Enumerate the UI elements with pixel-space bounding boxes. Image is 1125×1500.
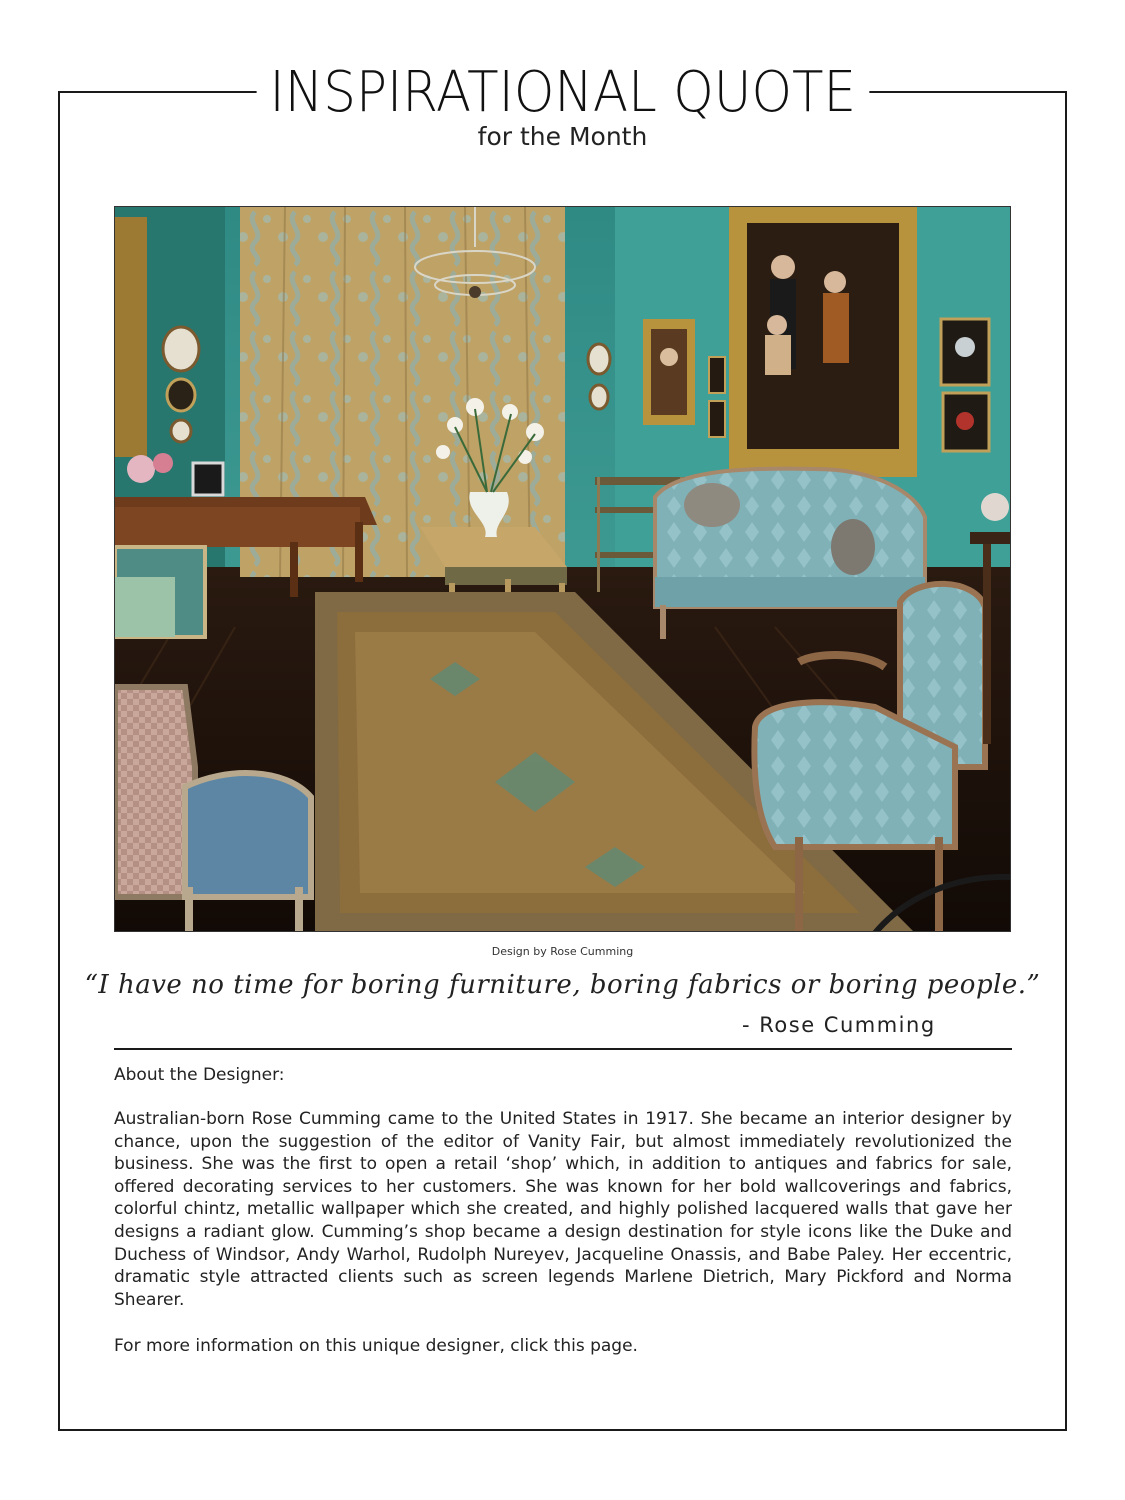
about-heading: About the Designer: bbox=[114, 1065, 285, 1085]
page-title: INSPIRATIONAL QUOTE bbox=[256, 58, 868, 128]
section-divider bbox=[114, 1048, 1012, 1050]
more-info-link[interactable]: For more information on this unique designer, click this page. bbox=[114, 1336, 638, 1356]
title-block bbox=[0, 58, 1125, 128]
photo-caption: Design by Rose Cumming bbox=[491, 945, 634, 958]
interior-photo bbox=[114, 206, 1011, 932]
page-subtitle: for the Month bbox=[477, 122, 648, 151]
about-body: Australian-born Rose Cumming came to the United States in 1917. She became an interior designer by chance, upon the suggestion of the editor of Vanity Fair, but almost immediately revolutionized the business. She was the first to open a retail ‘shop’ which, in addition to antiques and fabrics for sale, offered decorating services to her customers. She was known for her bold wallcoverings and fabrics, colorful chintz, metallic wallpaper which she created, and highly polished lacquered walls that gave her designs a radiant glow. Cumming’s shop became a design destination for style icons like the Duke and Duchess of Windsor, Andy Warhol, Rudolph Nureyev, Jacqueline Onassis, and Babe Paley. Her eccentric, dramatic style attracted clients such as screen legends Marlene Dietrich, Mary Pickford and Norma Shearer. bbox=[114, 1109, 1012, 1310]
quote-text: “I have no time for boring furniture, boring fabrics or boring people.” bbox=[84, 970, 1041, 1000]
quote-attribution: - Rose Cumming bbox=[742, 1013, 936, 1037]
